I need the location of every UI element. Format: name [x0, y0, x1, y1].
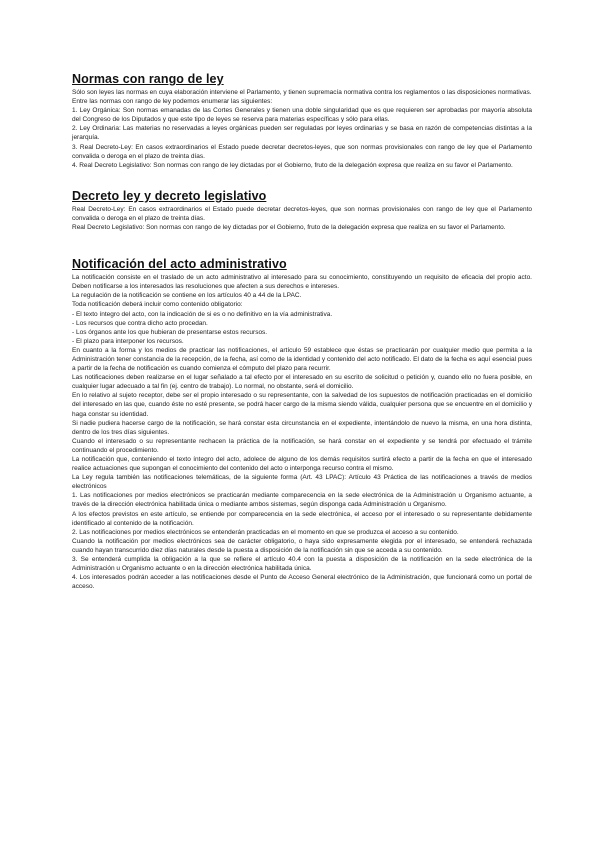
paragraph: Real Decreto Legislativo: Son normas con rango de ley dictadas por el Gobierno, fruto de la delegación expresa que realiza en su favor el Parlamento. — [72, 224, 506, 232]
paragraph: Cuando el interesado o su representante rechacen la práctica de la notificación, se hará constar en el expediente y se tendrá por efectuado el trámite continuando el procedimiento. — [72, 437, 532, 454]
list-item: - El texto íntegro del acto, con la indicación de si es o no definitivo en la vía administrativa. — [72, 310, 333, 318]
paragraph: En lo relativo al sujeto receptor, debe ser el propio interesado o su representante, con la salvedad de los supuestos de notificación practicadas en el domicilio del interesado en las que, cuando éste no esté presente, se podrá hacer cargo de la misma siendo válida, cualquier persona que se encuentre en el domicilio y haga constar su identidad. — [72, 392, 532, 418]
paragraph: Real Decreto-Ley: En casos extraordinarios el Estado puede decretar decretos-leyes, que son normas provisionales con rango de ley que el Parlamento convalida o deroga en el plazo de treinta días. — [72, 205, 532, 222]
paragraph: 4. Los interesados podrán acceder a las notificaciones desde el Punto de Acceso General electrónico de la Administración, que funcionará como un portal de acceso. — [72, 574, 532, 591]
section-heading-normas: Normas con rango de ley — [72, 72, 224, 86]
paragraph: 2. Las notificaciones por medios electrónicos se entenderán practicadas en el momento en que se produzca el acceso a su contenido. — [72, 528, 459, 536]
list-item: - El plazo para interponer los recursos. — [72, 337, 184, 345]
paragraph: Toda notificación deberá incluir como contenido obligatorio: — [72, 301, 243, 309]
paragraph: En cuanto a la forma y los medios de practicar las notificaciones, el artículo 59 establece que éstas se practicarán por cualquier medio que permita a la Administración tener constancia de la recepción, de la fecha, así como de la identidad y contenido del acto notificado. El dato de la fecha es aquí esencial pues a partir de la fecha de notificación es cuando comienza el cómputo del plazo para recurrir. — [72, 346, 532, 373]
paragraph: 1. Ley Orgánica: Son normas emanadas de las Cortes Generales y tienen una doble singularidad que es que requieren ser aprobadas por mayoría absoluta del Congreso de los Diputados y que este tipo de leyes se reserva para materias específicas y sólo para ellas. — [72, 107, 532, 124]
paragraph: La Ley regula también las notificaciones telemáticas, de la siguiente forma (Art. 43 LPAC): Artículo 43 Práctica de las notificaciones a través de medios electrónicos — [72, 474, 532, 491]
list-item: - Los órganos ante los que hubieran de presentarse estos recursos. — [72, 328, 268, 336]
paragraph: La notificación que, conteniendo el texto íntegro del acto, adolece de alguno de los demás requisitos surtirá efecto a partir de la fecha en que el interesado realice actuaciones que supongan el conocimiento del contenido del acto o interponga recurso contra el mismo. — [72, 456, 532, 473]
section-heading-notificacion: Notificación del acto administrativo — [72, 257, 287, 272]
paragraph: Sólo son leyes las normas en cuya elaboración interviene el Parlamento, y tienen supremacía normativa contra los reglamentos o las disposiciones normativas. — [72, 89, 532, 96]
list-item: - Los recursos que contra dicho acto procedan. — [72, 319, 208, 327]
paragraph: 3. Se entenderá cumplida la obligación a la que se refiere el artículo 40.4 con la puesta a disposición de la notificación en la sede electrónica de la Administración u Organismo actuante o en la dirección electrónica habilitada única. — [72, 556, 532, 573]
paragraph: Cuando la notificación por medios electrónicos sea de carácter obligatorio, o haya sido expresamente elegida por el interesado, se entenderá rechazada cuando hayan transcurrido diez días naturales desde la puesta a disposición de la notificación sin que se acceda a su contenido. — [72, 537, 532, 554]
paragraph: A los efectos previstos en este artículo, se entiende por comparecencia en la sede electrónica, el acceso por el interesado o su representante debidamente identificado al contenido de la notificación. — [72, 510, 532, 527]
paragraph: Las notificaciones deben realizarse en el lugar señalado a tal efecto por el interesado en su escrito de solicitud o petición y, cuando ello no fuera posible, en cualquier lugar adecuado a tal fin (ej. centro de trabajo). Lo normal, no obstante, será el domicilio. — [72, 374, 532, 391]
paragraph: La regulación de la notificación se contiene en los artículos 40 a 44 de la LPAC. — [72, 292, 302, 300]
document-page — [72, 72, 532, 591]
paragraph: 2. Ley Ordinaria: Las materias no reservadas a leyes orgánicas pueden ser reguladas por leyes ordinarias y se basa en razón de competencias distintas a la jerarquía. — [72, 125, 532, 142]
paragraph: 4. Real Decreto Legislativo: Son normas con rango de ley dictadas por el Gobierno, fruto de la delegación expresa que realiza en su favor el Parlamento. — [72, 161, 513, 169]
paragraph: Entre las normas con rango de ley podemos enumerar las siguientes: — [72, 98, 273, 106]
paragraph: Si nadie pudiera hacerse cargo de la notificación, se hará constar esta circunstancia en el expediente, intentándolo de nuevo la misma, en una hora distinta, dentro de los tres días siguientes. — [72, 419, 532, 436]
paragraph: La notificación consiste en el traslado de un acto administrativo al interesado para su conocimiento, constituyendo un requisito de eficacia del propio acto. Deben notificarse a los interesados las resoluciones que afecten a sus derechos e intereses. — [72, 274, 532, 291]
paragraph: 1. Las notificaciones por medios electrónicos se practicarán mediante comparecencia en la sede electrónica de la Administración u Organismo actuante, a través de la dirección electrónica habilitada única o mediante ambos sistemas, según disponga cada Administración u Organismo. — [72, 492, 532, 509]
paragraph: 3. Real Decreto-Ley: En casos extraordinarios el Estado puede decretar decretos-leyes, que son normas provisionales con rango de ley que el Parlamento convalida o deroga en el plazo de treinta días. — [72, 143, 532, 160]
section-heading-decreto: Decreto ley y decreto legislativo — [72, 188, 267, 203]
